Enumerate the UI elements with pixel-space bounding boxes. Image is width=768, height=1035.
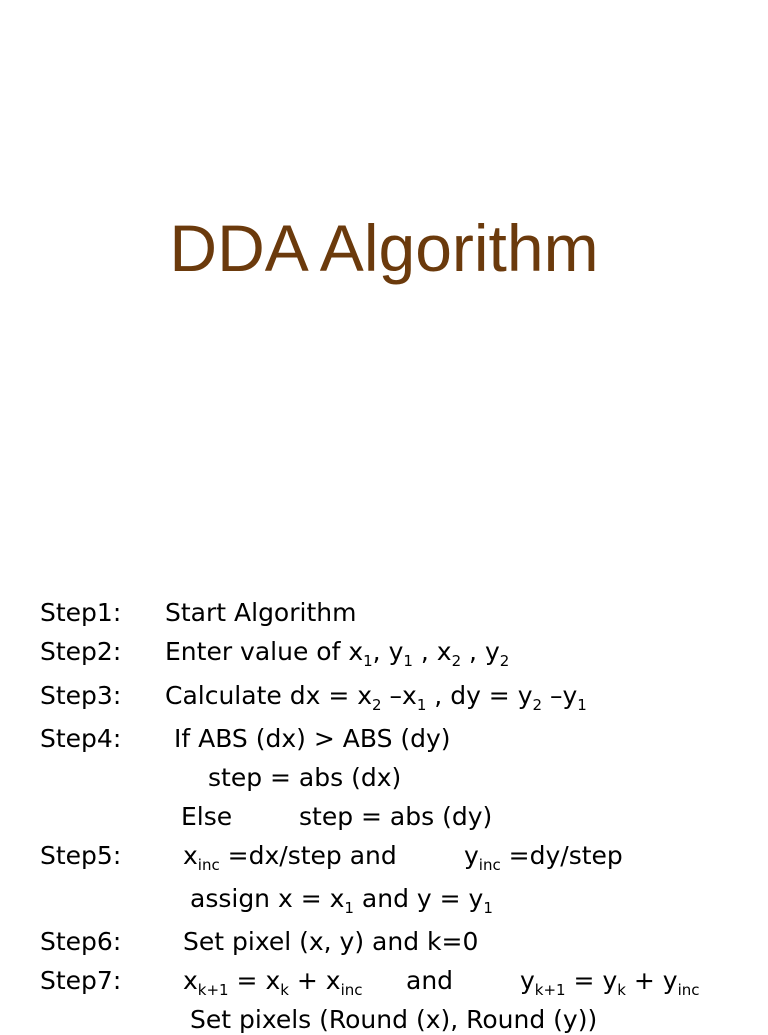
step5-y-inc: $y_{inc}$ =dy/step bbox=[464, 841, 623, 874]
step6-label: Step6: bbox=[40, 927, 122, 956]
step7-label: Step7: bbox=[40, 966, 122, 995]
step5-label: Step5: bbox=[40, 841, 122, 870]
step6-text: Set pixel (x, y) and k=0 bbox=[183, 927, 479, 956]
step1-text: Start Algorithm bbox=[165, 598, 357, 627]
step4-then: step = abs (dx) bbox=[208, 763, 402, 792]
step7-x-update: $x_{k+1} = x_k + x_{inc}$ bbox=[183, 966, 363, 999]
step7-set-pixels: Set pixels (Round (x), Round (y)) bbox=[190, 1005, 598, 1034]
step7-y-update: $y_{k+1} = y_k + y_{inc}$ bbox=[520, 966, 700, 999]
step5-x-inc: $x_{inc}$ =dx/step and bbox=[183, 841, 397, 874]
slide-title: DDA Algorithm bbox=[169, 211, 599, 285]
step2-label: Step2: bbox=[40, 637, 122, 666]
step7-and: and bbox=[406, 966, 454, 995]
step2-text: Enter value of $x_1$, $y_1$ , $x_2$ , $y_2$ bbox=[165, 637, 510, 670]
step4-else-text: step = abs (dy) bbox=[299, 802, 493, 831]
step4-if: If ABS (dx) > ABS (dy) bbox=[174, 724, 451, 753]
step4-label: Step4: bbox=[40, 724, 122, 753]
step5-assign: assign $x = x_1$ and $y = y_1$ bbox=[190, 884, 493, 917]
step3-text: Calculate dx = $x_2$ $-x_1$ , dy = $y_2$ $-y_1$ bbox=[165, 681, 587, 714]
step4-else-keyword: Else bbox=[181, 802, 233, 831]
step1-label: Step1: bbox=[40, 598, 122, 627]
step3-label: Step3: bbox=[40, 681, 122, 710]
